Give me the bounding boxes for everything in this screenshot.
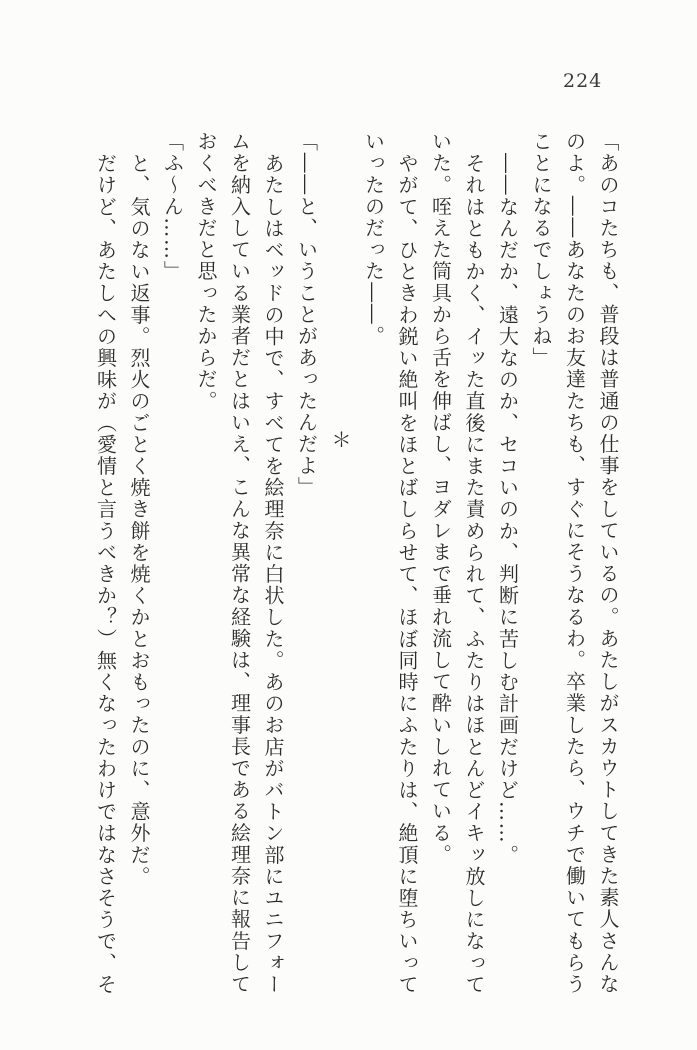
text-column: ことになるでしょうね」 bbox=[529, 131, 553, 369]
text-column: ムを納入している業者だとはいえ、こんな異常な経験は、理事長である絵理奈に報告して bbox=[227, 131, 252, 995]
text-column: と、気のない返事。烈火のごとく焼き餅を焼くかとおもったのに、意外だ。 bbox=[127, 152, 151, 887]
text-column: おくべきだと思ったからだ。 bbox=[194, 131, 218, 412]
text-column: いったのだった――。 bbox=[361, 131, 386, 347]
text-column: のよ。――あなたのお友達たちも、すぐにそうなるわ。卒業したら、ウチで働いてもらう bbox=[562, 131, 587, 995]
vertical-text-block bbox=[88, 131, 624, 1003]
text-column: ――なんだか、遠大なのか、セコいのか、判断に苦しむ計画だけど……。 bbox=[495, 152, 520, 866]
text-column: いた。咥えた筒具から舌を伸ばし、ヨダレまで垂れ流して酔いしれている。 bbox=[428, 131, 453, 866]
text-column: やがて、ひときわ鋭い絶叫をほとばしらせて、ほぼ同時にふたりは、絶頂に堕ちいって bbox=[395, 152, 419, 995]
text-column: 「ふ〜ん……」 bbox=[160, 131, 185, 283]
text-column: あたしはベッドの中で、すべてを絵理奈に白状した。あのお店がバトン部にユニフォー bbox=[261, 152, 285, 995]
text-column: 「――と、いうことがあったんだよ」 bbox=[294, 131, 319, 499]
text-column: それはともかく、イッた直後にまた責められて、ふたりはほとんどイキッ放しになって bbox=[462, 152, 486, 995]
page-number: 224 bbox=[563, 70, 603, 92]
section-break-asterisk: ＊ bbox=[328, 429, 352, 451]
text-column: 「あのコたちも、普段は普通の仕事をしているの。あたしがスカウトしてきた素人さんな bbox=[596, 131, 620, 995]
text-column: だけど、あたしへの興味が（愛情と言うべきか？）無くなったわけではなさそうで、そ bbox=[93, 152, 118, 995]
